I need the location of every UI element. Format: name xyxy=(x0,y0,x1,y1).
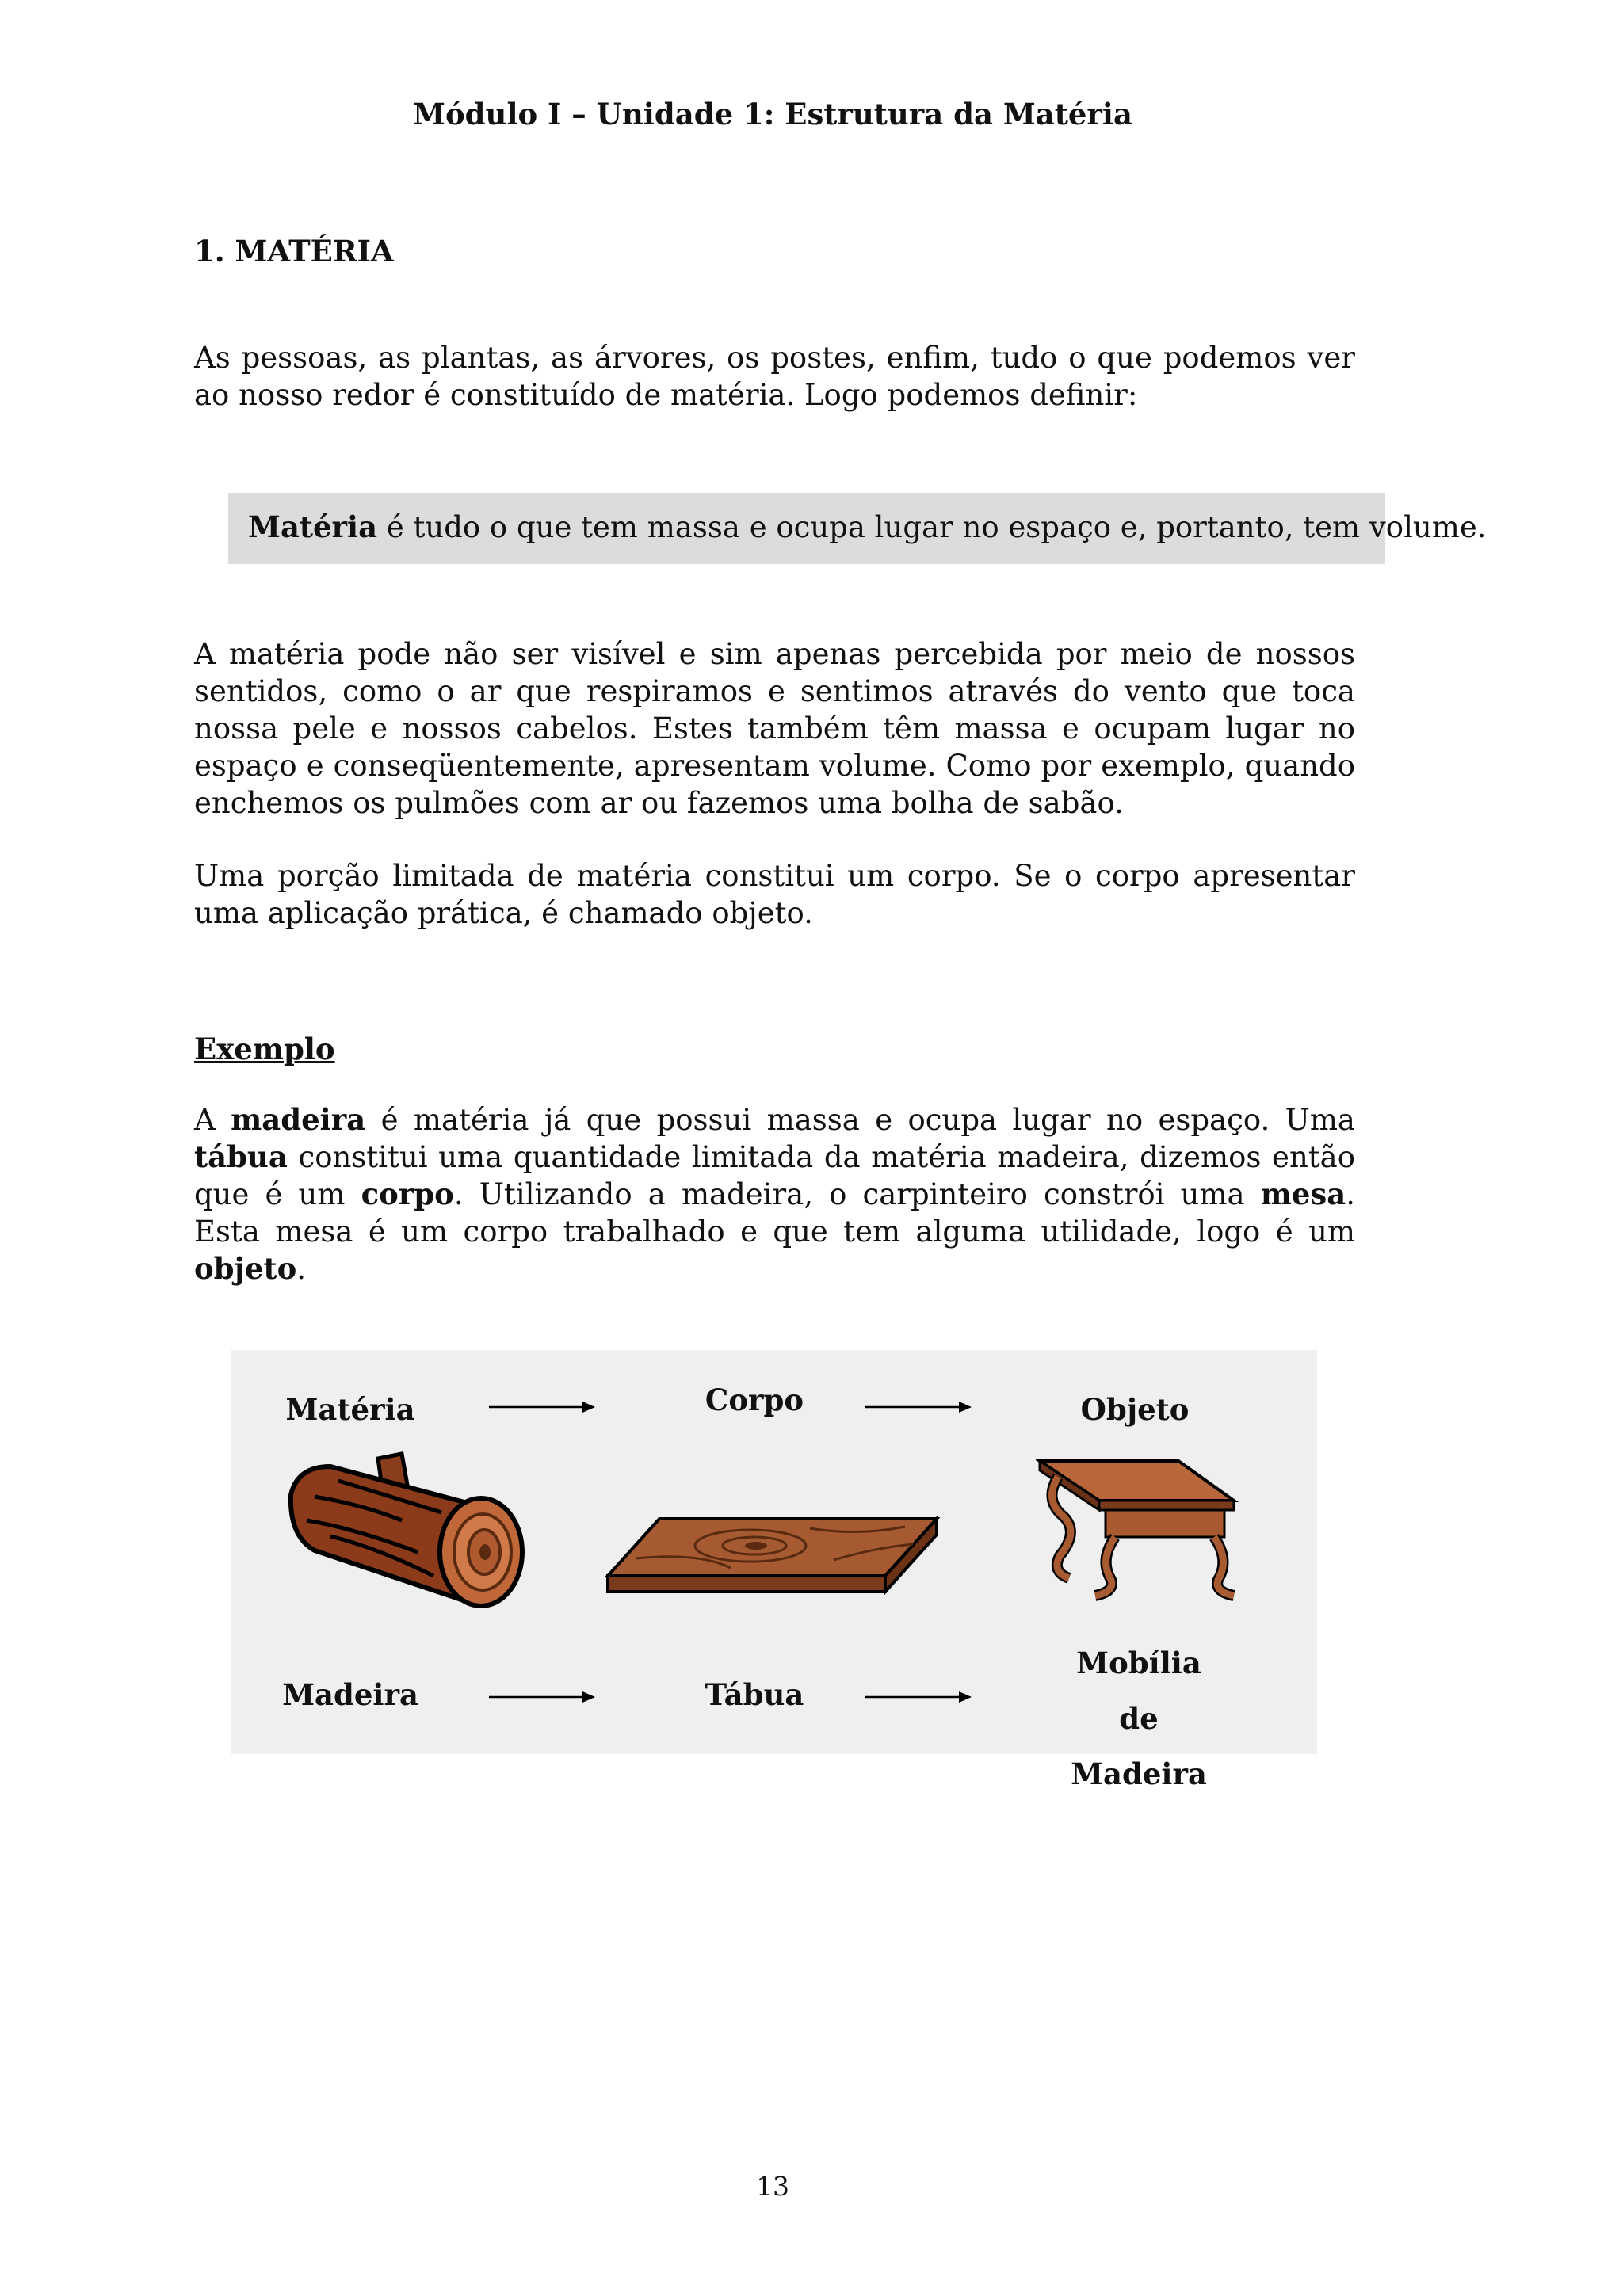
wood-log-icon xyxy=(283,1449,537,1615)
label-materia: Matéria xyxy=(285,1392,415,1427)
matter-body-object-figure xyxy=(231,1350,1317,1791)
definition-body: é tudo o que tem massa e ocupa lugar no espaço e, portanto, tem volume. xyxy=(377,510,1487,544)
definition-text xyxy=(248,509,1486,546)
page-number: 13 xyxy=(756,2171,789,2202)
wooden-table-icon xyxy=(1036,1453,1250,1604)
example-paragraph: A madeira é matéria já que possui massa e ocupa lugar no espaço. Uma tábua constitui uma quantidade limitada da matéria madeira, dizemos então que é um corpo. Utilizando a madeira, o carpinteiro constrói uma mesa. Esta mesa é um corpo trabalhado e que tem alguma utilidade, logo é um objeto. xyxy=(194,1102,1355,1286)
paragraph-body-object: Uma porção limitada de matéria constitui um corpo. Se o corpo apresentar uma aplicação prática, é chamado objeto. xyxy=(194,859,1355,930)
section-title: 1. MATÉRIA xyxy=(194,234,394,269)
label-tabua: Tábua xyxy=(705,1677,804,1712)
arrow-right-icon xyxy=(489,1689,596,1705)
page-header: Módulo I – Unidade 1: Estrutura da Matéria xyxy=(413,97,1132,132)
definition-term: Matéria xyxy=(248,509,378,544)
example-label: Exemplo xyxy=(194,1032,335,1066)
definition-box xyxy=(228,493,1487,564)
wooden-plank-icon xyxy=(604,1512,945,1608)
arrow-right-icon xyxy=(865,1689,972,1705)
intro-paragraph: As pessoas, as plantas, as árvores, os postes, enfim, tudo o que podemos ver ao nosso redor é constituído de matéria. Logo podemos definir: xyxy=(194,341,1355,412)
label-objeto: Objeto xyxy=(1080,1392,1190,1427)
arrow-right-icon xyxy=(865,1399,972,1415)
label-corpo: Corpo xyxy=(705,1383,804,1417)
label-mobilia-de-madeira: Mobília de Madeira xyxy=(1071,1646,1207,1791)
paragraph-invisible-matter: A matéria pode não ser visível e sim apenas percebida por meio de nossos sentidos, como o ar que respiramos e sentimos através do vento que toca nossa pele e nossos cabelos. Estes também têm massa e ocupam lugar no espaço e conseqüentemente, apresentam volume. Como por exemplo, quando enchemos os pulmões com ar ou fazemos uma bolha de sabão. xyxy=(194,637,1355,820)
label-madeira: Madeira xyxy=(282,1677,418,1712)
arrow-right-icon xyxy=(489,1399,596,1415)
